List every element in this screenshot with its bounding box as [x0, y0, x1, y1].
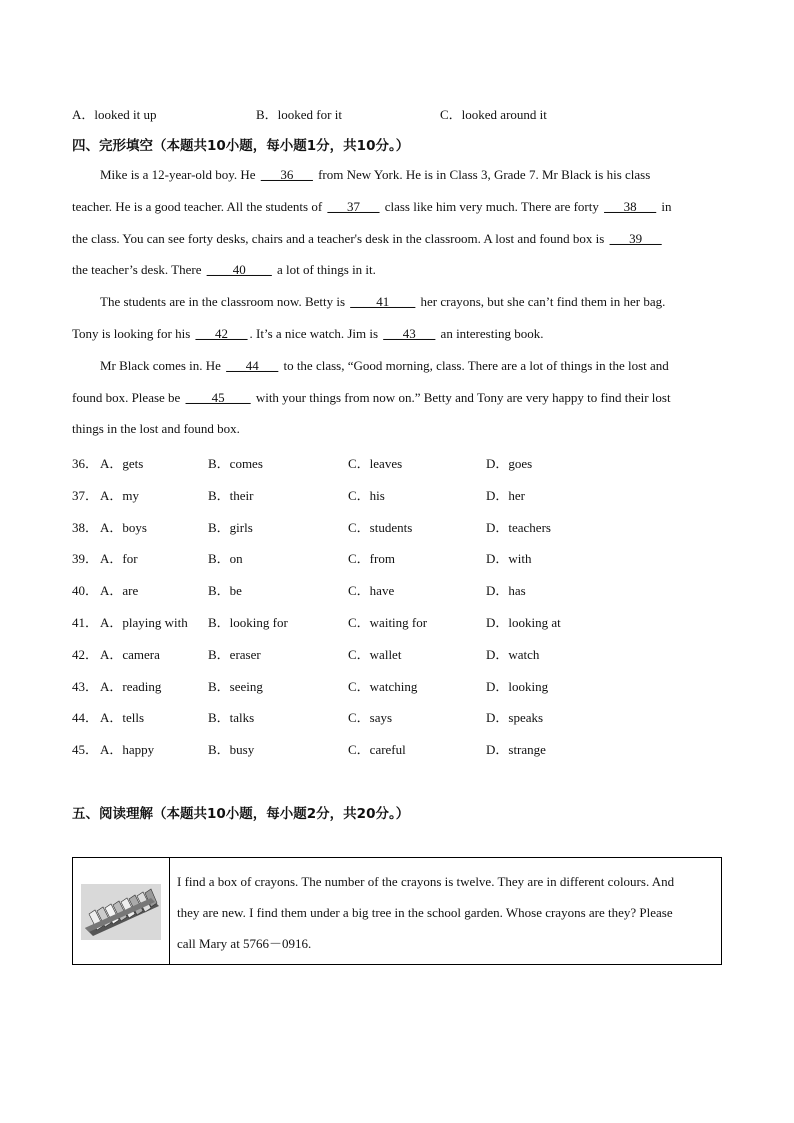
blank-45: ____45____: [185, 390, 251, 405]
crayons-image: [81, 884, 161, 940]
choice-d: D．strange: [486, 742, 546, 758]
passage-line: [72, 199, 722, 215]
choice-d: D．speaks: [486, 710, 544, 726]
passage-line: [100, 294, 750, 310]
choice-c: C．from: [348, 551, 395, 567]
choice-a: A．reading: [100, 678, 162, 694]
blank-40: ____40____: [206, 262, 272, 277]
question-number: 38．: [72, 519, 99, 535]
option-c: C．looked around it: [440, 107, 547, 122]
choice-d: D．teachers: [486, 519, 551, 535]
choice-d: D．looking: [486, 678, 549, 694]
choice-a: A．are: [100, 583, 139, 599]
question-number: 45．: [72, 742, 99, 758]
blank-37: ___37___: [327, 199, 380, 214]
text: teacher. He is a good teacher. All the students of: [72, 199, 326, 214]
question-number: 40．: [72, 583, 99, 599]
text: with your things from now on.” Betty and Tony are very happy to find their lost: [252, 390, 671, 405]
choice-b: B．eraser: [208, 646, 261, 662]
choice-a: A．my: [100, 487, 140, 503]
text: a lot of things in it.: [273, 262, 376, 277]
choice-b: B．be: [208, 583, 242, 599]
choice-b: B．seeing: [208, 678, 263, 694]
choice-b: B．on: [208, 551, 243, 567]
blank-39: ___39___: [609, 231, 662, 246]
text: to the class, “Good morning, class. There are a lot of things in the lost and: [280, 358, 669, 373]
text: The students are in the classroom now. Betty is: [100, 294, 349, 309]
choice-b: B．busy: [208, 742, 255, 758]
text: class like him very much. There are forty: [381, 199, 603, 214]
choice-c: C．his: [348, 487, 385, 503]
passage-line: [72, 421, 722, 437]
notice-line: I find a box of crayons. The number of the crayons is twelve. They are in different colours. And: [177, 874, 675, 889]
choice-d: D．with: [486, 551, 532, 567]
question-number: 44．: [72, 710, 99, 726]
choice-b: B．looking for: [208, 615, 288, 630]
choice-c: C．have: [348, 583, 395, 599]
choice-a: A．gets: [100, 456, 144, 471]
text: from New York. He is in Class 3, Grade 7. Mr Black is his class: [314, 167, 651, 182]
choice-c: C．careful: [348, 742, 406, 758]
option-b: B．looked for it: [256, 107, 342, 122]
choice-c: C．waiting for: [348, 615, 428, 630]
choice-d: D．looking at: [486, 615, 561, 630]
text: in: [658, 199, 672, 214]
text: Tony is looking for his: [72, 326, 194, 341]
blank-44: ___44___: [226, 358, 279, 373]
section4-heading: 四、完形填空（本题共10小题，每小题1分，共10分。）: [72, 138, 410, 154]
passage-line: [72, 231, 722, 247]
choice-a: A．for: [100, 551, 138, 567]
choice-a: A．happy: [100, 742, 155, 758]
text: Mr Black comes in. He: [100, 358, 225, 373]
blank-36: ___36___: [260, 167, 313, 182]
choice-c: C．wallet: [348, 646, 402, 662]
choice-a: A．boys: [100, 519, 147, 535]
blank-41: ____41____: [350, 294, 416, 309]
text: things in the lost and found box.: [72, 421, 240, 436]
question-number: 37．: [72, 487, 99, 503]
text: Mike is a 12-year-old boy. He: [100, 167, 259, 182]
text: the class. You can see forty desks, chairs and a teacher's desk in the classroom. A lost and found box is: [72, 231, 608, 246]
blank-42: ___42___: [195, 326, 248, 341]
passage-line: [72, 390, 722, 406]
choice-d: D．has: [486, 583, 526, 599]
choice-a: A．tells: [100, 710, 145, 726]
blank-43: ___43___: [383, 326, 436, 341]
notice-line: they are new. I find them under a big tree in the school garden. Whose crayons are they? Please: [177, 905, 673, 920]
passage-line: [72, 262, 722, 278]
choice-c: C．says: [348, 710, 393, 726]
passage-line: [100, 358, 750, 374]
text: found box. Please be: [72, 390, 184, 405]
choice-d: D．goes: [486, 456, 533, 471]
question-number: 41．: [72, 615, 99, 630]
blank-38: ___38___: [604, 199, 657, 214]
text: her crayons, but she can’t find them in her bag.: [417, 294, 666, 309]
notice-line: call Mary at 5766－0916.: [177, 936, 312, 951]
choice-b: B．talks: [208, 710, 255, 726]
choice-b: B．girls: [208, 519, 253, 535]
text: an interesting book.: [437, 326, 544, 341]
question-number: 43．: [72, 678, 99, 694]
choice-d: D．her: [486, 487, 525, 503]
question-number: 42．: [72, 646, 99, 662]
question-number: 39．: [72, 551, 99, 567]
question-number: 36．: [72, 456, 99, 471]
lost-notice-box: [72, 857, 722, 965]
option-a: A．looked it up: [72, 107, 157, 122]
text: . It’s a nice watch. Jim is: [249, 326, 382, 341]
section5-heading: 五、阅读理解（本题共10小题，每小题2分，共20分。）: [72, 806, 410, 822]
crayon-image-cell: [73, 858, 170, 964]
passage-line: [100, 167, 750, 183]
choice-c: C．watching: [348, 678, 418, 694]
passage-line: [72, 326, 722, 342]
choice-b: B．comes: [208, 456, 263, 471]
choice-a: A．playing with: [100, 615, 188, 630]
choice-a: A．camera: [100, 646, 160, 662]
text: the teacher’s desk. There: [72, 262, 205, 277]
choice-c: C．leaves: [348, 456, 403, 471]
choice-c: C．students: [348, 519, 413, 535]
choice-d: D．watch: [486, 646, 540, 662]
choice-b: B．their: [208, 487, 254, 503]
